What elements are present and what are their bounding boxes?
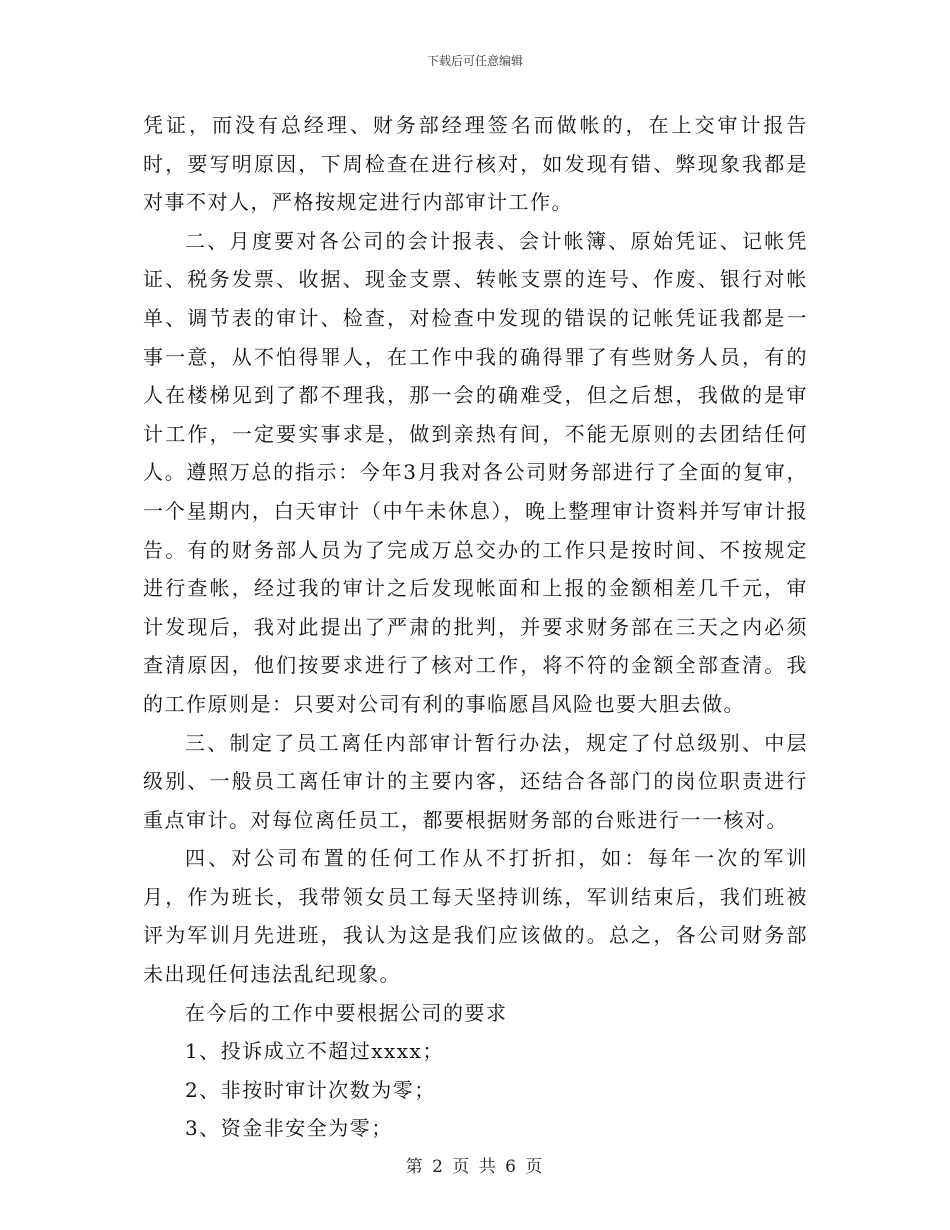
list-item-2: 2、非按时审计次数为零； <box>185 1077 436 1102</box>
paragraph-section-4: 四、对公司布置的任何工作从不打折扣，如：每年一次的军训月，作为班长，我带领女员工每天坚持训练，军训结束后，我们班被评为军训月先进班，我认为这是我们应该做的。总之，各公司财务部未出现任何违法乱纪现象。 <box>143 846 808 987</box>
paragraph-continuation: 凭证，而没有总经理、财务部经理签名而做帐的，在上交审计报告时，要写明原因，下周检查在进行核对，如发现有错、弊现象我都是对事不对人，严格按规定进行内部审计工作。 <box>143 113 808 215</box>
list-item-1: 1、投诉成立不超过xxxx； <box>185 1039 444 1064</box>
page-header-note: 下载后可任意编辑 <box>426 54 523 68</box>
paragraph-future-intro: 在今后的工作中要根据公司的要求 <box>185 1000 508 1025</box>
document-body <box>143 106 808 1148</box>
paragraph-section-3: 三、制定了员工离任内部审计暂行办法，规定了付总级别、中层级别、一般员工离任审计的主要内客，还结合各部门的岗位职责进行重点审计。对每位离任员工，都要根据财务部的台账进行一一核对。 <box>143 730 808 832</box>
list-item-3: 3、资金非安全为零； <box>185 1116 393 1141</box>
paragraph-section-2: 二、月度要对各公司的会计报表、会计帐簿、原始凭证、记帐凭证、税务发票、收据、现金支票、转帐支票的连号、作废、银行对帐单、调节表的审计、检查，对检查中发现的错误的记帐凭证我都是一事一意，从不怕得罪人，在工作中我的确得罪了有些财务人员，有的人在楼梯见到了都不理我，那一会的确难受，但之后想，我做的是审计工作，一定要实事求是，做到亲热有间，不能无原则的去团结任何人。遵照万总的指示：今年3月我对各公司财务部进行了全面的复审，一个星期内，白天审计（中午未休息），晚上整理审计资料并写审计报告。有的财务部人员为了完成万总交办的工作只是按时间、不按规定进行查帐，经过我的审计之后发现帐面和上报的金额相差几千元，审计发现后，我对此提出了严肃的批判，并要求财务部在三天之内必须查清原因，他们按要求进行了核对工作，将不符的金额全部查清。我的工作原则是：只要对公司有利的事临愿昌风险也要大胆去做。 <box>143 228 808 716</box>
page-number: 第 2 页 共 6 页 <box>405 1157 545 1177</box>
